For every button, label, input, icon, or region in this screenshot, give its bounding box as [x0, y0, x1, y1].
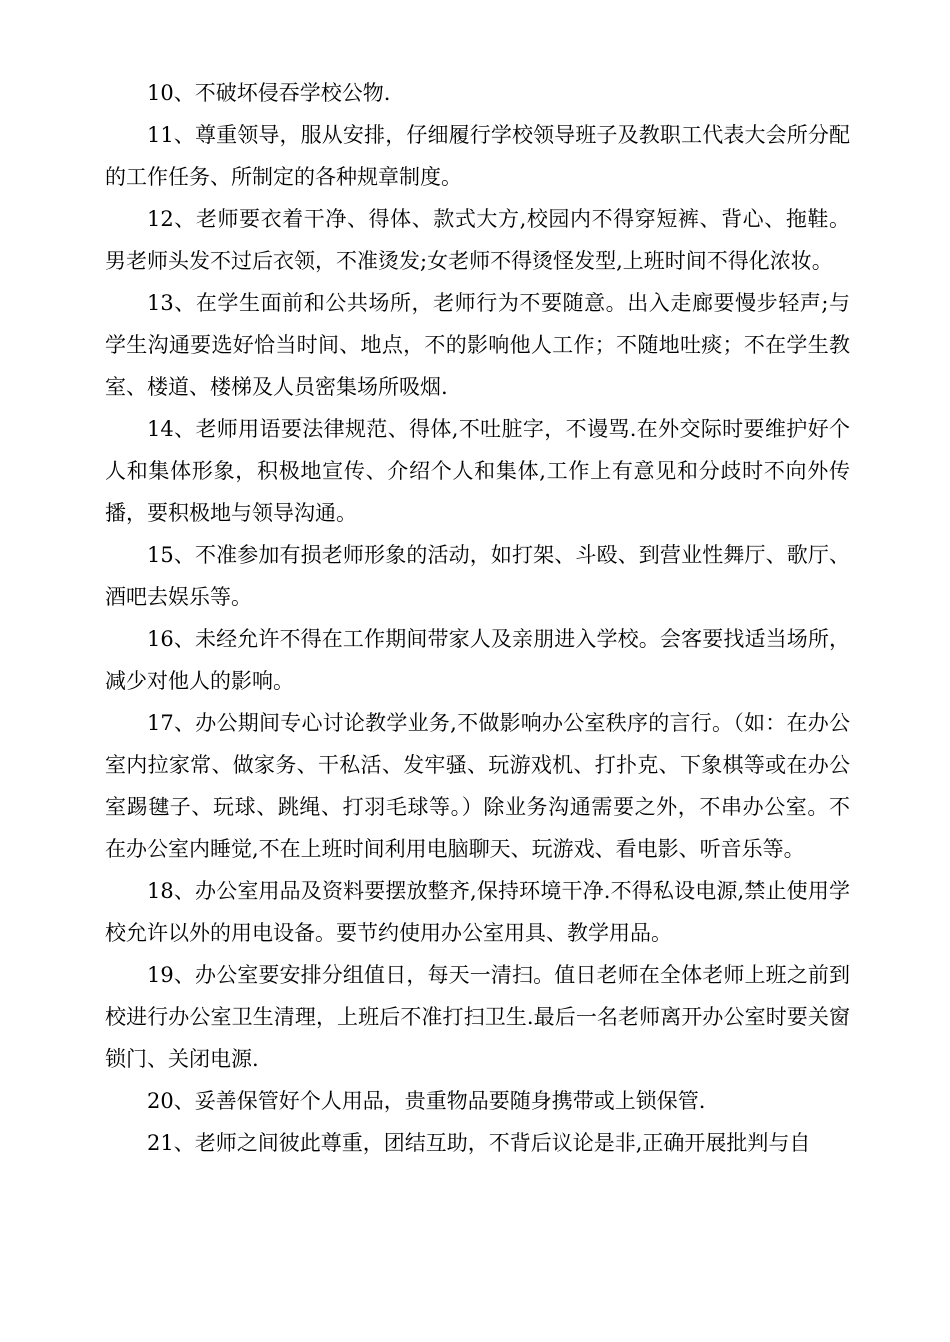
rule-paragraph-20: 20、妥善保管好个人用品，贵重物品要随身携带或上锁保管. — [147, 1089, 706, 1113]
rule-paragraph-15: 15、不准参加有损老师形象的活动，如打架、斗殴、到营业性舞厅、歌厅、酒吧去娱乐等。 — [105, 543, 850, 609]
rule-paragraph-10: 10、不破坏侵吞学校公物. — [147, 81, 391, 105]
rule-paragraph-16: 16、未经允许不得在工作期间带家人及亲朋进入学校。会客要找适当场所，减少对他人的影响。 — [105, 627, 850, 693]
rule-paragraph-18: 18、办公室用品及资料要摆放整齐,保持环境干净.不得私设电源,禁止使用学校允许以外的用电设备。要节约使用办公室用具、教学用品。 — [105, 879, 850, 945]
rule-paragraph-19: 19、办公室要安排分组值日，每天一清扫。值日老师在全体老师上班之前到校进行办公室卫生清理，上班后不准打扫卫生.最后一名老师离开办公室时要关窗锁门、关闭电源. — [105, 963, 850, 1071]
rule-paragraph-13: 13、在学生面前和公共场所，老师行为不要随意。出入走廊要慢步轻声;与学生沟通要选好恰当时间、地点，不的影响他人工作；不随地吐痰；不在学生教室、楼道、楼梯及人员密集场所吸烟. — [105, 291, 850, 399]
rule-paragraph-21: 21、老师之间彼此尊重，团结互助，不背后议论是非,正确开展批判与自 — [147, 1131, 811, 1155]
rule-paragraph-17: 17、办公期间专心讨论教学业务,不做影响办公室秩序的言行。（如：在办公室内拉家常、做家务、干私活、发牢骚、玩游戏机、打扑克、下象棋等或在办公室踢毽子、玩球、跳绳、打羽毛球等。）除业务沟通需要之外，不串办公室。不在办公室内睡觉,不在上班时间利用电脑聊天、玩游戏、看电影、听音乐等。 — [105, 711, 850, 861]
rule-paragraph-14: 14、老师用语要法律规范、得体,不吐脏字，不谩骂.在外交际时要维护好个人和集体形象，积极地宣传、介绍个人和集体,工作上有意见和分歧时不向外传播，要积极地与领导沟通。 — [105, 417, 850, 525]
rule-paragraph-12: 12、老师要衣着干净、得体、款式大方,校园内不得穿短裤、背心、拖鞋。男老师头发不过后衣领，不准烫发;女老师不得烫怪发型,上班时间不得化浓妆。 — [105, 207, 850, 273]
rule-paragraph-11: 11、尊重领导，服从安排，仔细履行学校领导班子及教职工代表大会所分配的工作任务、所制定的各种规章制度。 — [105, 123, 850, 189]
